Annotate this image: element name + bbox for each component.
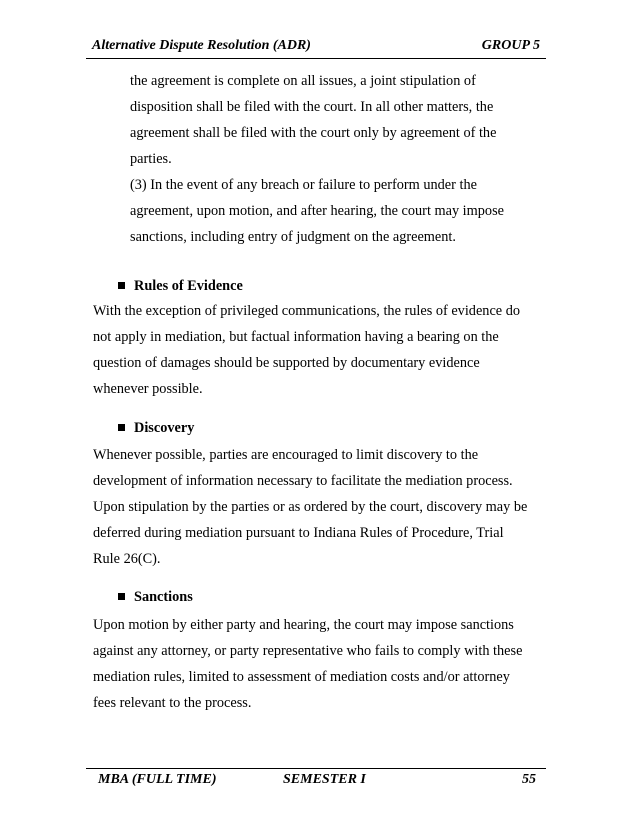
section-heading-rules-of-evidence: Rules of Evidence: [134, 278, 243, 294]
continuation-line: (3) In the event of any breach or failure to perform under the: [130, 177, 477, 193]
paragraph-line: question of damages should be supported by documentary evidence: [93, 355, 480, 371]
header-rule: [86, 58, 546, 59]
continuation-line: the agreement is complete on all issues, a joint stipulation of: [130, 73, 476, 89]
square-bullet-icon: [118, 282, 125, 289]
paragraph-line: whenever possible.: [93, 381, 203, 397]
paragraph-line: development of information necessary to facilitate the mediation process.: [93, 473, 513, 489]
paragraph-line: not apply in mediation, but factual information having a bearing on the: [93, 329, 499, 345]
footer-page-number: 55: [522, 772, 536, 787]
paragraph-line: Upon stipulation by the parties or as ordered by the court, discovery may be: [93, 499, 528, 515]
header-group: GROUP 5: [481, 38, 540, 53]
footer-rule: [86, 768, 546, 769]
paragraph-line: Whenever possible, parties are encouraged to limit discovery to the: [93, 447, 479, 463]
continuation-line: parties.: [130, 151, 172, 167]
paragraph-line: fees relevant to the process.: [93, 695, 252, 711]
footer-program: MBA (FULL TIME): [98, 772, 217, 787]
square-bullet-icon: [118, 593, 125, 600]
footer-semester: SEMESTER I: [283, 772, 366, 787]
continuation-line: agreement, upon motion, and after hearing, the court may impose: [130, 203, 504, 219]
paragraph-line: deferred during mediation pursuant to Indiana Rules of Procedure, Trial: [93, 525, 504, 541]
paragraph-line: against any attorney, or party representative who fails to comply with these: [93, 643, 523, 659]
header-title: Alternative Dispute Resolution (ADR): [92, 38, 311, 53]
section-heading-sanctions: Sanctions: [134, 589, 193, 605]
page-header: [90, 38, 540, 56]
paragraph-line: With the exception of privileged communications, the rules of evidence do: [93, 303, 521, 319]
continuation-line: agreement shall be filed with the court only by agreement of the: [130, 125, 497, 141]
continuation-line: disposition shall be filed with the court. In all other matters, the: [130, 99, 494, 115]
paragraph-line: Rule 26(C).: [93, 551, 161, 567]
square-bullet-icon: [118, 424, 125, 431]
section-heading-discovery: Discovery: [134, 420, 195, 436]
continuation-line: sanctions, including entry of judgment on the agreement.: [130, 229, 456, 245]
paragraph-line: Upon motion by either party and hearing, the court may impose sanctions: [93, 617, 514, 633]
paragraph-line: mediation rules, limited to assessment of mediation costs and/or attorney: [93, 669, 510, 685]
